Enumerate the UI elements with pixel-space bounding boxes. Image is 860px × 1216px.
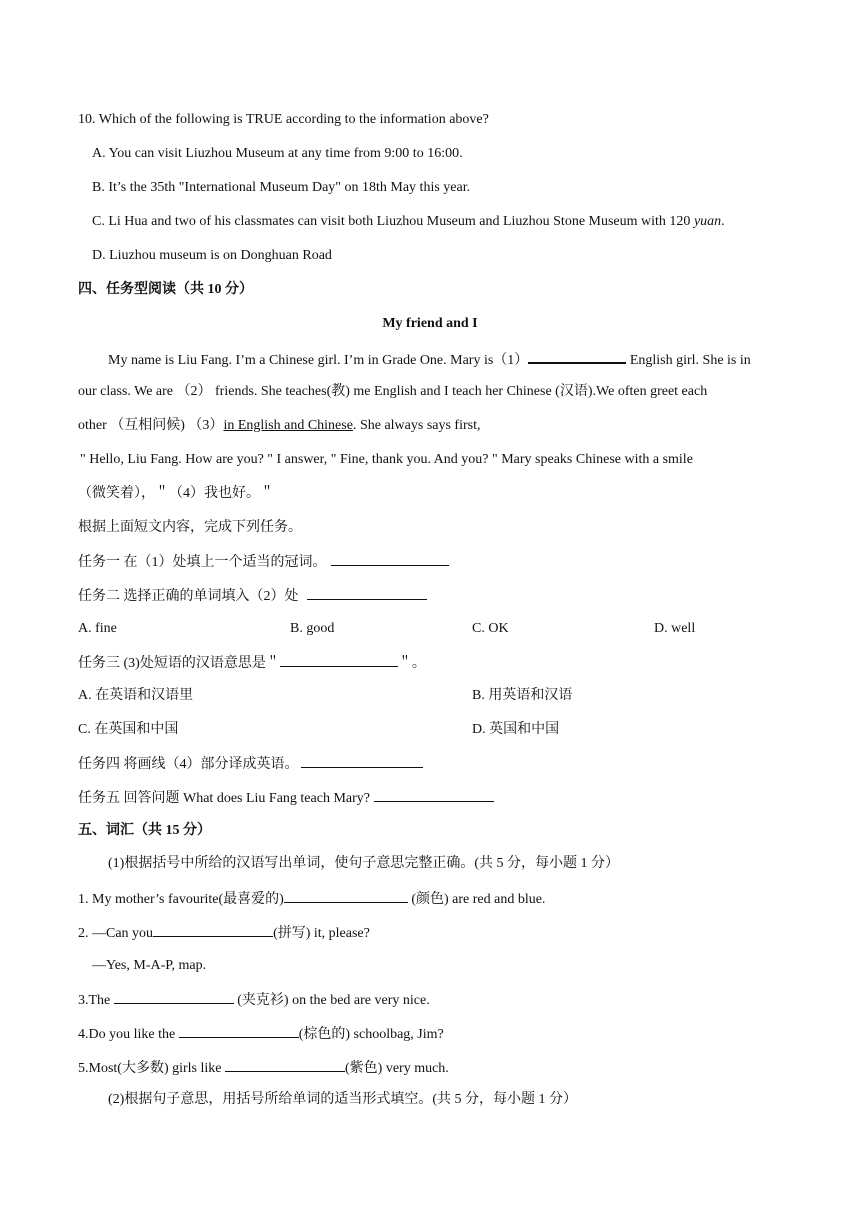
task-4: [78, 753, 423, 775]
task-3-option-d: D. 英国和中国: [472, 722, 560, 737]
vocab-item-5-blank[interactable]: [225, 1057, 345, 1072]
vocab-item-5: [78, 1057, 449, 1079]
vocab-item-1: [78, 888, 545, 910]
option-c-italic: yuan: [693, 214, 722, 229]
vocab-item-3: [78, 989, 430, 1011]
option-c-text: C. Li Hua and two of his classmates can visit both Liuzhou Museum and Liuzhou Stone Museum with 120: [92, 214, 694, 229]
vocab-item-4-blank[interactable]: [179, 1023, 299, 1038]
vocab-item-3-blank[interactable]: [114, 989, 234, 1004]
task-3: [78, 652, 426, 674]
task-5: [78, 787, 494, 809]
vocab-item-4-text: 4.Do you like the: [78, 1027, 179, 1042]
question-10-stem: 10. Which of the following is TRUE according to the information above?: [78, 112, 489, 127]
question-10-option-d: D. Liuzhou museum is on Donghuan Road: [92, 248, 332, 263]
task-3-answer-blank[interactable]: [280, 652, 398, 667]
section-4-heading: 四、任务型阅读（共 10 分）: [78, 282, 253, 297]
passage-line-3-end: . She always says first,: [352, 418, 481, 433]
task-3-end: ＂。: [397, 656, 426, 671]
vocab-item-5-text: 5.Most(大多数) girls like: [78, 1061, 225, 1076]
vocab-item-2-blank[interactable]: [153, 922, 273, 937]
passage-line-3: [78, 416, 480, 436]
underlined-phrase-3: in English and Chinese: [223, 418, 353, 433]
task-2-text: 任务二 选择正确的单词填入（2）处: [78, 589, 299, 604]
passage-line-1-end: English girl. She is in: [626, 353, 751, 368]
task-2: [78, 585, 427, 607]
vocab-item-3-end: (夹克衫) on the bed are very nice.: [233, 993, 430, 1008]
option-c-end: .: [721, 214, 725, 229]
passage-line-1: [108, 348, 785, 371]
task-4-text: 任务四 将画线（4）部分译成英语。: [78, 757, 299, 772]
task-3-option-c: C. 在英国和中国: [78, 722, 179, 737]
section-5-heading: 五、词汇（共 15 分）: [78, 823, 211, 838]
question-10-option-a: A. You can visit Liuzhou Museum at any time from 9:00 to 16:00.: [92, 146, 463, 161]
vocab-item-3-text: 3.The: [78, 993, 114, 1008]
vocab-item-2-end: (拼写) it, please?: [273, 926, 370, 941]
task-2-option-d: D. well: [654, 621, 696, 636]
blank-1[interactable]: [528, 348, 626, 364]
task-2-option-c: C. OK: [472, 621, 509, 636]
passage-line-4: " Hello, Liu Fang. How are you? " I answer, " Fine, thank you. And you? " Mary speaks Chinese with a smile: [80, 452, 693, 467]
vocab-item-4-end: (棕色的) schoolbag, Jim?: [298, 1027, 444, 1042]
task-2-option-a: A. fine: [78, 621, 117, 636]
task-4-answer-blank[interactable]: [301, 753, 423, 768]
vocab-item-1-blank[interactable]: [284, 888, 408, 903]
vocab-item-2: [78, 922, 370, 944]
task-1-text: 任务一 在（1）处填上一个适当的冠词。: [78, 555, 327, 570]
question-10-option-b: B. It’s the 35th "International Museum Day" on 18th May this year.: [92, 180, 471, 195]
task-3-option-b: B. 用英语和汉语: [472, 688, 573, 703]
section-5-part-2-instruction: (2)根据句子意思，用括号所给单词的适当形式填空。(共 5 分，每小题 1 分）: [108, 1092, 577, 1107]
vocab-item-1-text: 1. My mother’s favourite(最喜爱的): [78, 892, 284, 907]
section-5-part-1-instruction: (1)根据括号中所给的汉语写出单词，使句子意思完整正确。(共 5 分，每小题 1 分）: [108, 856, 619, 871]
vocab-item-2-answer: —Yes, M-A-P, map.: [92, 958, 207, 973]
task-2-answer-blank[interactable]: [307, 585, 427, 600]
passage-line-2: our class. We are （2） friends. She teaches(教) me English and I teach her Chinese (汉语).We often greet each: [78, 384, 708, 399]
task-3-text: 任务三 (3)处短语的汉语意思是＂: [78, 656, 280, 671]
passage-line-1-text: My name is Liu Fang. I’m a Chinese girl. I’m in Grade One. Mary is（1）: [108, 353, 529, 368]
vocab-item-5-end: (紫色) very much.: [345, 1061, 449, 1076]
task-1-answer-blank[interactable]: [331, 551, 449, 566]
question-10-option-c: [92, 212, 725, 232]
passage-line-5: （微笑着），＂（4）我也好。＂: [78, 486, 274, 501]
task-5-text: 任务五 回答问题 What does Liu Fang teach Mary?: [78, 791, 370, 806]
passage-line-3-text: other （互相问候) （3）: [78, 418, 224, 433]
vocab-item-2-text: 2. —Can you: [78, 926, 154, 941]
task-5-answer-blank[interactable]: [374, 787, 494, 802]
vocab-item-1-end: (颜色) are red and blue.: [407, 892, 546, 907]
task-instruction: 根据上面短文内容，完成下列任务。: [78, 520, 302, 535]
vocab-item-4: [78, 1023, 444, 1045]
passage-title: My friend and I: [382, 316, 478, 331]
task-2-option-b: B. good: [290, 621, 335, 636]
task-3-option-a: A. 在英语和汉语里: [78, 688, 194, 703]
task-1: [78, 551, 449, 573]
